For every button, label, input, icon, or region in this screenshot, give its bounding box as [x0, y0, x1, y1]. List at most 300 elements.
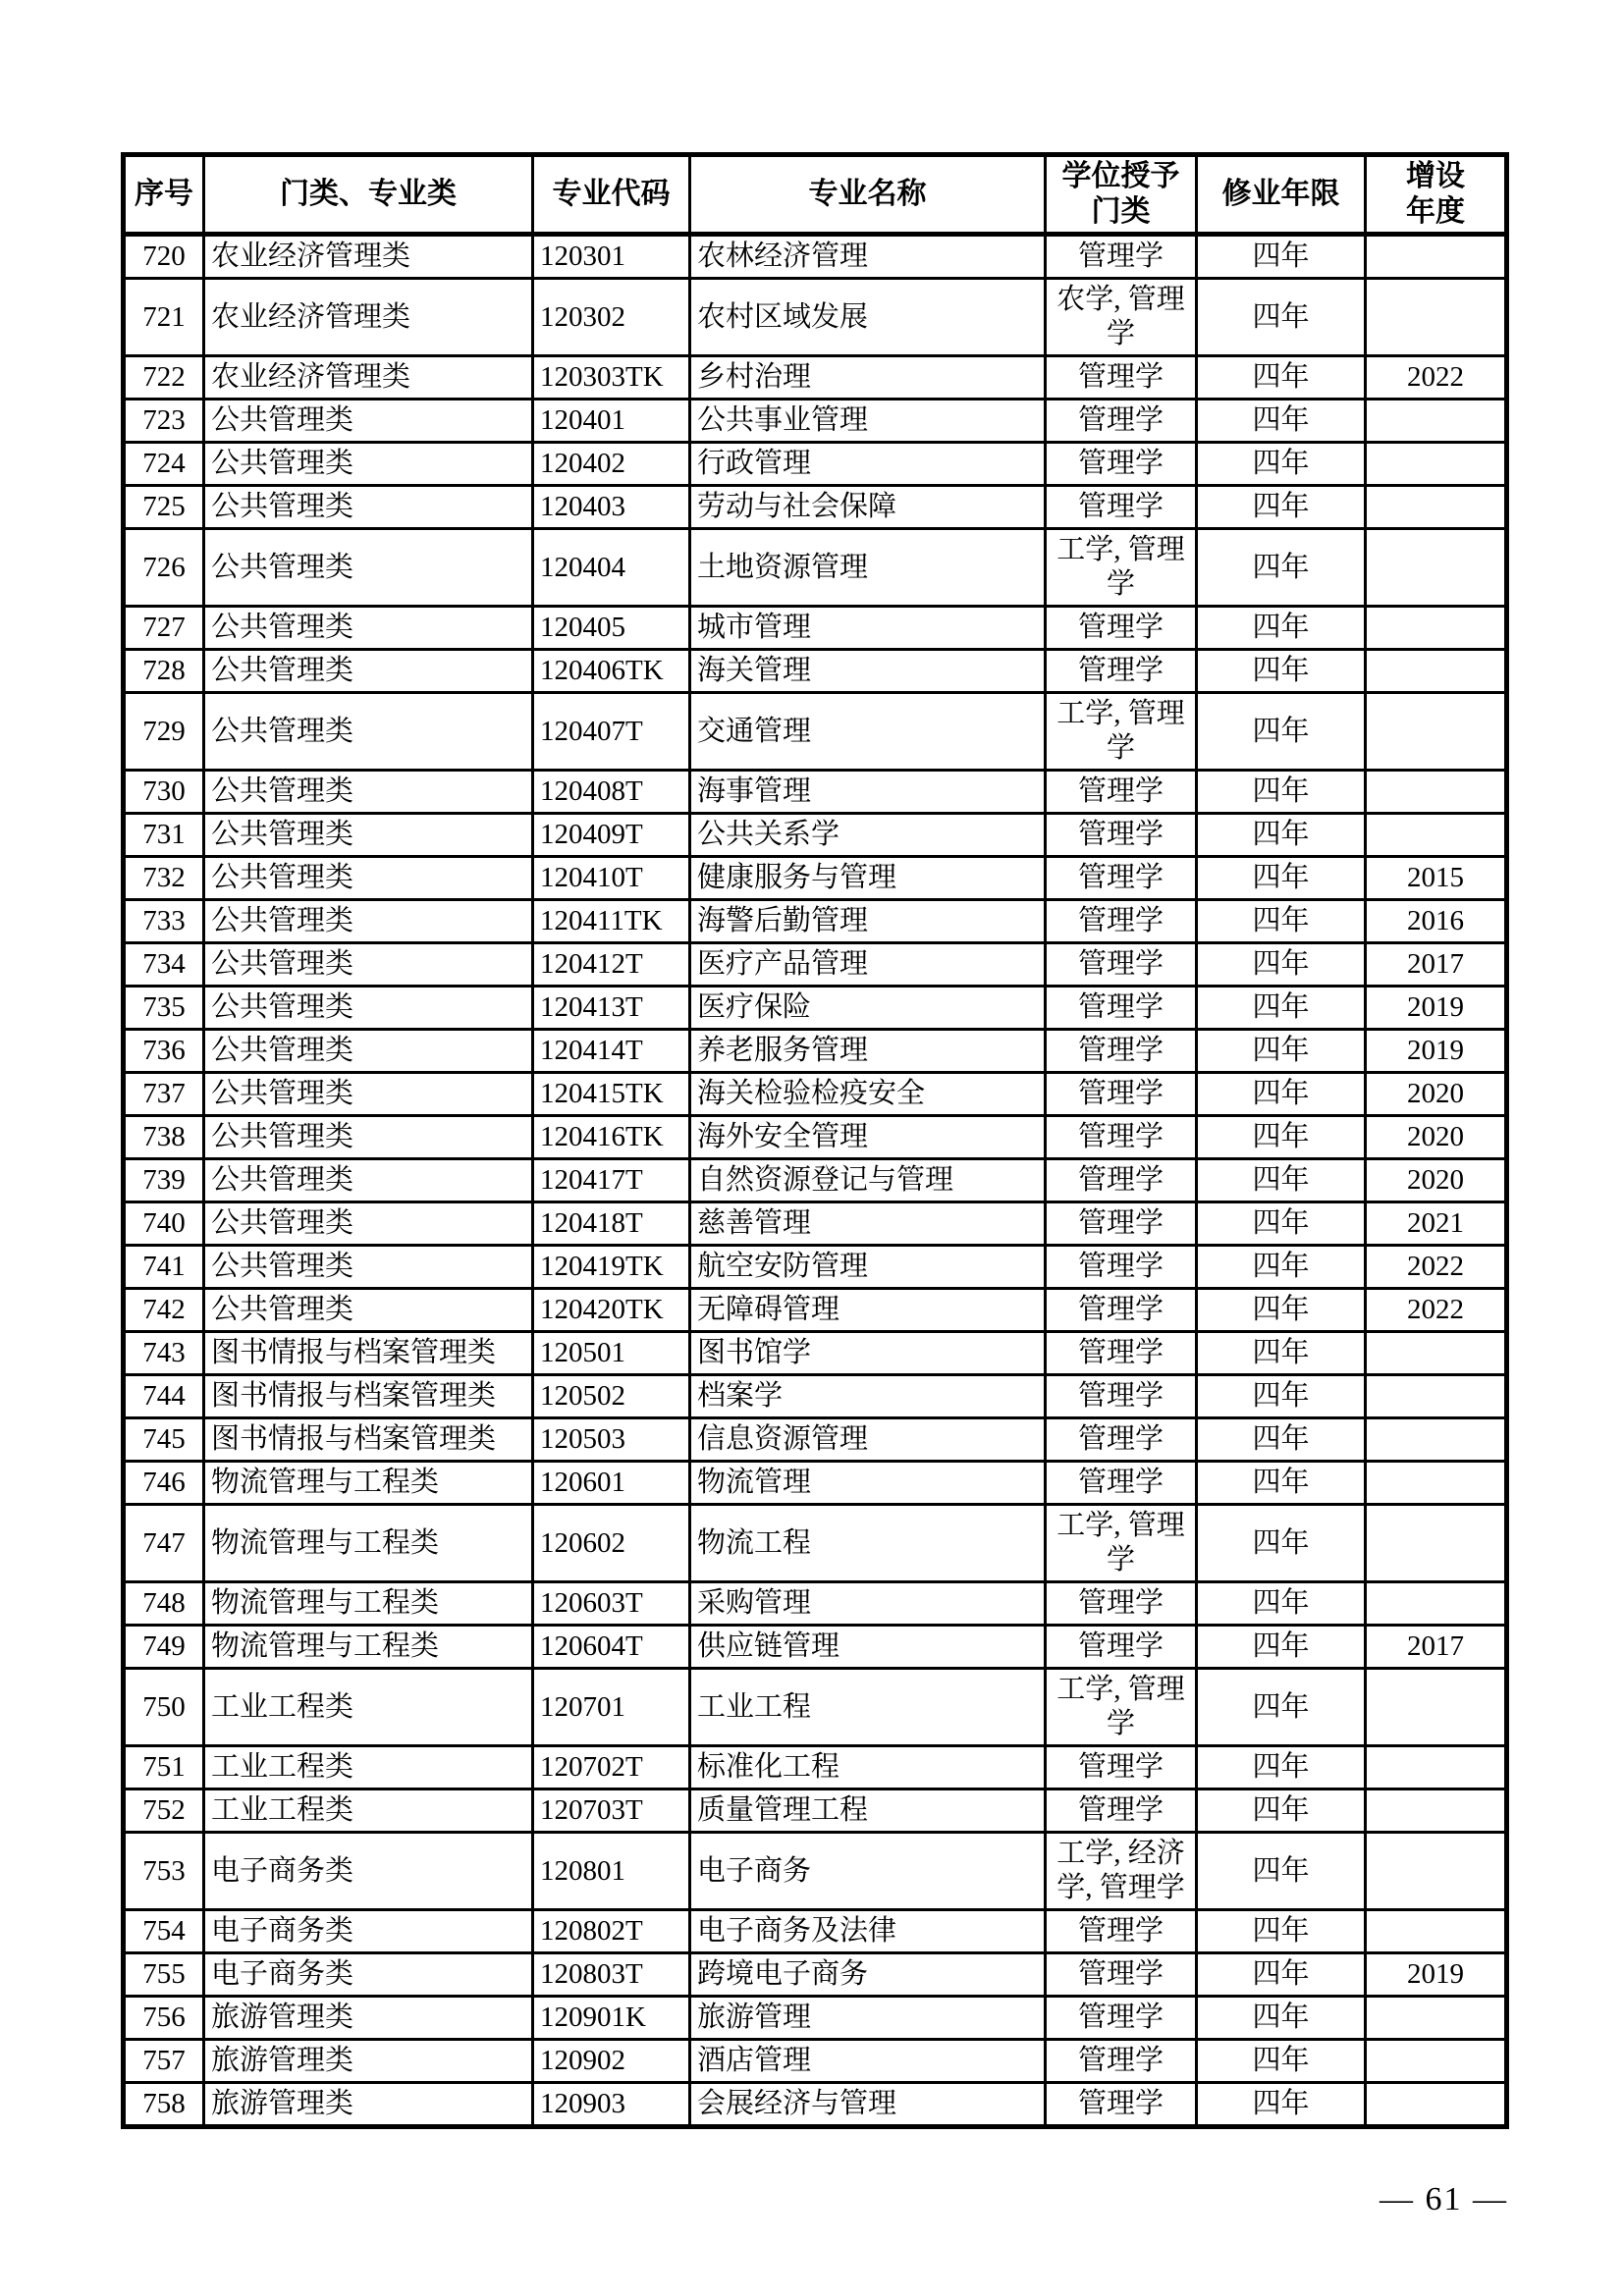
cell-code: 120302	[533, 279, 690, 356]
cell-added	[1366, 693, 1507, 771]
cell-degree: 管理学	[1046, 1953, 1197, 1997]
cell-added: 2015	[1366, 857, 1507, 900]
cell-years: 四年	[1197, 943, 1366, 987]
cell-added	[1366, 1332, 1507, 1375]
table-row	[124, 1289, 1507, 1332]
table-row	[124, 1202, 1507, 1246]
cell-name: 酒店管理	[690, 2040, 1046, 2083]
cell-name: 图书馆学	[690, 1332, 1046, 1375]
cell-degree: 管理学	[1046, 1746, 1197, 1789]
cell-added	[1366, 1833, 1507, 1910]
cell-code: 120414T	[533, 1030, 690, 1073]
cell-degree: 工学, 管理学	[1046, 1505, 1197, 1582]
column-header-years: 修业年限	[1197, 155, 1366, 235]
cell-code: 120418T	[533, 1202, 690, 1246]
cell-name: 海外安全管理	[690, 1116, 1046, 1159]
cell-degree: 管理学	[1046, 900, 1197, 943]
cell-added	[1366, 1997, 1507, 2040]
cell-category: 旅游管理类	[204, 2040, 533, 2083]
cell-code: 120303TK	[533, 356, 690, 400]
cell-category: 公共管理类	[204, 529, 533, 607]
table-row	[124, 1375, 1507, 1418]
cell-degree: 管理学	[1046, 1626, 1197, 1669]
table-row	[124, 1833, 1507, 1910]
table-row	[124, 1418, 1507, 1462]
majors-table	[121, 152, 1509, 2129]
cell-name: 标准化工程	[690, 1746, 1046, 1789]
cell-added: 2019	[1366, 987, 1507, 1030]
page-number: — 61 —	[1380, 2181, 1508, 2217]
cell-name: 跨境电子商务	[690, 1953, 1046, 1997]
cell-code: 120416TK	[533, 1116, 690, 1159]
table-row	[124, 1953, 1507, 1997]
cell-years: 四年	[1197, 1116, 1366, 1159]
cell-category: 公共管理类	[204, 943, 533, 987]
cell-code: 120412T	[533, 943, 690, 987]
table-row	[124, 529, 1507, 607]
cell-name: 医疗保险	[690, 987, 1046, 1030]
cell-code: 120701	[533, 1669, 690, 1746]
cell-degree: 管理学	[1046, 987, 1197, 1030]
cell-no: 751	[124, 1746, 204, 1789]
cell-category: 农业经济管理类	[204, 279, 533, 356]
cell-years: 四年	[1197, 1073, 1366, 1116]
cell-category: 物流管理与工程类	[204, 1505, 533, 1582]
cell-category: 公共管理类	[204, 443, 533, 486]
cell-name: 采购管理	[690, 1582, 1046, 1626]
cell-added	[1366, 235, 1507, 279]
cell-category: 旅游管理类	[204, 2083, 533, 2127]
cell-category: 工业工程类	[204, 1669, 533, 1746]
table-row	[124, 693, 1507, 771]
cell-name: 健康服务与管理	[690, 857, 1046, 900]
cell-name: 无障碍管理	[690, 1289, 1046, 1332]
cell-no: 721	[124, 279, 204, 356]
cell-code: 120419TK	[533, 1246, 690, 1289]
cell-degree: 管理学	[1046, 1332, 1197, 1375]
cell-added	[1366, 279, 1507, 356]
cell-no: 750	[124, 1669, 204, 1746]
cell-years: 四年	[1197, 1030, 1366, 1073]
cell-code: 120401	[533, 400, 690, 443]
cell-degree: 管理学	[1046, 235, 1197, 279]
cell-code: 120902	[533, 2040, 690, 2083]
cell-name: 信息资源管理	[690, 1418, 1046, 1462]
cell-code: 120604T	[533, 1626, 690, 1669]
cell-no: 745	[124, 1418, 204, 1462]
table-row	[124, 443, 1507, 486]
cell-code: 120413T	[533, 987, 690, 1030]
cell-name: 会展经济与管理	[690, 2083, 1046, 2127]
cell-code: 120702T	[533, 1746, 690, 1789]
table-row	[124, 1997, 1507, 2040]
table-row	[124, 943, 1507, 987]
cell-no: 749	[124, 1626, 204, 1669]
cell-years: 四年	[1197, 1332, 1366, 1375]
cell-degree: 管理学	[1046, 1073, 1197, 1116]
cell-category: 图书情报与档案管理类	[204, 1418, 533, 1462]
cell-years: 四年	[1197, 1669, 1366, 1746]
cell-name: 旅游管理	[690, 1997, 1046, 2040]
cell-category: 公共管理类	[204, 1030, 533, 1073]
table-row	[124, 486, 1507, 529]
cell-code: 120405	[533, 607, 690, 650]
cell-name: 物流工程	[690, 1505, 1046, 1582]
cell-category: 公共管理类	[204, 486, 533, 529]
cell-no: 735	[124, 987, 204, 1030]
cell-name: 公共事业管理	[690, 400, 1046, 443]
cell-degree: 管理学	[1046, 857, 1197, 900]
cell-degree: 管理学	[1046, 1246, 1197, 1289]
column-header-code: 专业代码	[533, 155, 690, 235]
cell-years: 四年	[1197, 443, 1366, 486]
cell-no: 747	[124, 1505, 204, 1582]
cell-years: 四年	[1197, 356, 1366, 400]
cell-years: 四年	[1197, 987, 1366, 1030]
cell-no: 733	[124, 900, 204, 943]
table-row	[124, 235, 1507, 279]
cell-name: 土地资源管理	[690, 529, 1046, 607]
cell-years: 四年	[1197, 1910, 1366, 1953]
cell-degree: 工学, 经济学, 管理学	[1046, 1833, 1197, 1910]
cell-added	[1366, 1669, 1507, 1746]
cell-category: 工业工程类	[204, 1746, 533, 1789]
cell-no: 743	[124, 1332, 204, 1375]
table-row	[124, 400, 1507, 443]
table-row	[124, 1789, 1507, 1833]
cell-degree: 管理学	[1046, 486, 1197, 529]
cell-category: 电子商务类	[204, 1953, 533, 1997]
cell-name: 行政管理	[690, 443, 1046, 486]
cell-years: 四年	[1197, 1159, 1366, 1202]
cell-degree: 管理学	[1046, 1202, 1197, 1246]
cell-category: 公共管理类	[204, 1073, 533, 1116]
cell-years: 四年	[1197, 1202, 1366, 1246]
cell-no: 754	[124, 1910, 204, 1953]
cell-category: 电子商务类	[204, 1910, 533, 1953]
cell-name: 农林经济管理	[690, 235, 1046, 279]
cell-no: 730	[124, 771, 204, 814]
cell-degree: 工学, 管理学	[1046, 529, 1197, 607]
cell-years: 四年	[1197, 814, 1366, 857]
table-row	[124, 1030, 1507, 1073]
cell-category: 公共管理类	[204, 1289, 533, 1332]
cell-added	[1366, 2083, 1507, 2127]
cell-added	[1366, 1505, 1507, 1582]
cell-code: 120802T	[533, 1910, 690, 1953]
table-row	[124, 1746, 1507, 1789]
cell-years: 四年	[1197, 2040, 1366, 2083]
cell-code: 120408T	[533, 771, 690, 814]
cell-code: 120415TK	[533, 1073, 690, 1116]
cell-category: 公共管理类	[204, 693, 533, 771]
cell-years: 四年	[1197, 857, 1366, 900]
cell-name: 养老服务管理	[690, 1030, 1046, 1073]
cell-name: 供应链管理	[690, 1626, 1046, 1669]
cell-category: 物流管理与工程类	[204, 1462, 533, 1505]
cell-years: 四年	[1197, 1505, 1366, 1582]
cell-name: 工业工程	[690, 1669, 1046, 1746]
cell-no: 755	[124, 1953, 204, 1997]
cell-added	[1366, 1746, 1507, 1789]
cell-degree: 管理学	[1046, 943, 1197, 987]
cell-category: 工业工程类	[204, 1789, 533, 1833]
table-row	[124, 1073, 1507, 1116]
table-row	[124, 356, 1507, 400]
cell-added	[1366, 1375, 1507, 1418]
table-row	[124, 987, 1507, 1030]
cell-added: 2017	[1366, 1626, 1507, 1669]
cell-years: 四年	[1197, 1289, 1366, 1332]
cell-category: 公共管理类	[204, 987, 533, 1030]
cell-added	[1366, 400, 1507, 443]
cell-added: 2022	[1366, 1289, 1507, 1332]
cell-years: 四年	[1197, 1997, 1366, 2040]
cell-category: 公共管理类	[204, 400, 533, 443]
cell-code: 120901K	[533, 1997, 690, 2040]
cell-no: 737	[124, 1073, 204, 1116]
table-row	[124, 279, 1507, 356]
table-row	[124, 814, 1507, 857]
header-row	[124, 155, 1507, 235]
cell-category: 公共管理类	[204, 1159, 533, 1202]
cell-name: 劳动与社会保障	[690, 486, 1046, 529]
table-row	[124, 857, 1507, 900]
cell-degree: 工学, 管理学	[1046, 1669, 1197, 1746]
column-header-added: 增设 年度	[1366, 155, 1507, 235]
table-row	[124, 2040, 1507, 2083]
cell-degree: 管理学	[1046, 1997, 1197, 2040]
cell-no: 753	[124, 1833, 204, 1910]
cell-code: 120417T	[533, 1159, 690, 1202]
cell-code: 120402	[533, 443, 690, 486]
cell-added	[1366, 1789, 1507, 1833]
cell-years: 四年	[1197, 1375, 1366, 1418]
cell-degree: 管理学	[1046, 1116, 1197, 1159]
cell-years: 四年	[1197, 693, 1366, 771]
cell-code: 120407T	[533, 693, 690, 771]
cell-added: 2020	[1366, 1073, 1507, 1116]
cell-degree: 管理学	[1046, 1159, 1197, 1202]
cell-code: 120420TK	[533, 1289, 690, 1332]
cell-code: 120301	[533, 235, 690, 279]
cell-no: 740	[124, 1202, 204, 1246]
cell-added	[1366, 1582, 1507, 1626]
cell-name: 乡村治理	[690, 356, 1046, 400]
cell-name: 海关检验检疫安全	[690, 1073, 1046, 1116]
cell-degree: 管理学	[1046, 771, 1197, 814]
table-row	[124, 1669, 1507, 1746]
cell-no: 752	[124, 1789, 204, 1833]
cell-category: 公共管理类	[204, 900, 533, 943]
table-row	[124, 1332, 1507, 1375]
cell-category: 公共管理类	[204, 1202, 533, 1246]
cell-years: 四年	[1197, 400, 1366, 443]
cell-code: 120501	[533, 1332, 690, 1375]
cell-no: 756	[124, 1997, 204, 2040]
cell-added: 2021	[1366, 1202, 1507, 1246]
table-row	[124, 650, 1507, 693]
cell-name: 电子商务	[690, 1833, 1046, 1910]
cell-no: 732	[124, 857, 204, 900]
cell-degree: 管理学	[1046, 1289, 1197, 1332]
cell-category: 公共管理类	[204, 607, 533, 650]
table-header	[124, 155, 1507, 235]
cell-no: 748	[124, 1582, 204, 1626]
cell-added: 2020	[1366, 1116, 1507, 1159]
cell-years: 四年	[1197, 900, 1366, 943]
cell-years: 四年	[1197, 486, 1366, 529]
cell-years: 四年	[1197, 1462, 1366, 1505]
cell-degree: 管理学	[1046, 1582, 1197, 1626]
cell-years: 四年	[1197, 1246, 1366, 1289]
cell-code: 120703T	[533, 1789, 690, 1833]
cell-no: 726	[124, 529, 204, 607]
cell-added: 2022	[1366, 1246, 1507, 1289]
cell-years: 四年	[1197, 1833, 1366, 1910]
cell-added	[1366, 607, 1507, 650]
cell-name: 档案学	[690, 1375, 1046, 1418]
cell-years: 四年	[1197, 235, 1366, 279]
table-row	[124, 771, 1507, 814]
cell-code: 120410T	[533, 857, 690, 900]
cell-no: 744	[124, 1375, 204, 1418]
cell-code: 120903	[533, 2083, 690, 2127]
column-header-category: 门类、专业类	[204, 155, 533, 235]
cell-code: 120406TK	[533, 650, 690, 693]
cell-degree: 管理学	[1046, 607, 1197, 650]
cell-category: 公共管理类	[204, 1116, 533, 1159]
cell-name: 电子商务及法律	[690, 1910, 1046, 1953]
cell-added: 2022	[1366, 356, 1507, 400]
cell-code: 120603T	[533, 1582, 690, 1626]
cell-name: 海关管理	[690, 650, 1046, 693]
cell-name: 质量管理工程	[690, 1789, 1046, 1833]
cell-code: 120411TK	[533, 900, 690, 943]
table-row	[124, 1246, 1507, 1289]
cell-no: 723	[124, 400, 204, 443]
cell-added	[1366, 1418, 1507, 1462]
cell-no: 722	[124, 356, 204, 400]
cell-degree: 管理学	[1046, 2083, 1197, 2127]
cell-degree: 管理学	[1046, 356, 1197, 400]
cell-no: 725	[124, 486, 204, 529]
cell-no: 731	[124, 814, 204, 857]
table-row	[124, 900, 1507, 943]
cell-added	[1366, 1462, 1507, 1505]
cell-category: 电子商务类	[204, 1833, 533, 1910]
cell-degree: 管理学	[1046, 650, 1197, 693]
cell-added	[1366, 771, 1507, 814]
cell-name: 交通管理	[690, 693, 1046, 771]
cell-years: 四年	[1197, 1582, 1366, 1626]
cell-code: 120409T	[533, 814, 690, 857]
cell-degree: 管理学	[1046, 400, 1197, 443]
cell-added	[1366, 814, 1507, 857]
cell-added	[1366, 443, 1507, 486]
cell-code: 120403	[533, 486, 690, 529]
cell-degree: 管理学	[1046, 443, 1197, 486]
cell-name: 农村区域发展	[690, 279, 1046, 356]
cell-years: 四年	[1197, 1746, 1366, 1789]
cell-category: 农业经济管理类	[204, 356, 533, 400]
cell-name: 海事管理	[690, 771, 1046, 814]
cell-degree: 管理学	[1046, 814, 1197, 857]
cell-no: 736	[124, 1030, 204, 1073]
cell-name: 慈善管理	[690, 1202, 1046, 1246]
cell-added: 2020	[1366, 1159, 1507, 1202]
cell-added: 2019	[1366, 1953, 1507, 1997]
cell-no: 739	[124, 1159, 204, 1202]
cell-category: 图书情报与档案管理类	[204, 1332, 533, 1375]
cell-code: 120601	[533, 1462, 690, 1505]
cell-years: 四年	[1197, 607, 1366, 650]
cell-category: 旅游管理类	[204, 1997, 533, 2040]
cell-no: 720	[124, 235, 204, 279]
cell-category: 图书情报与档案管理类	[204, 1375, 533, 1418]
cell-category: 物流管理与工程类	[204, 1626, 533, 1669]
cell-years: 四年	[1197, 771, 1366, 814]
cell-name: 公共关系学	[690, 814, 1046, 857]
cell-degree: 管理学	[1046, 2040, 1197, 2083]
cell-category: 农业经济管理类	[204, 235, 533, 279]
cell-added	[1366, 2040, 1507, 2083]
cell-degree: 管理学	[1046, 1375, 1197, 1418]
column-header-no: 序号	[124, 155, 204, 235]
cell-degree: 工学, 管理学	[1046, 693, 1197, 771]
cell-no: 727	[124, 607, 204, 650]
cell-added	[1366, 1910, 1507, 1953]
table-row	[124, 1159, 1507, 1202]
cell-category: 公共管理类	[204, 650, 533, 693]
cell-added	[1366, 486, 1507, 529]
cell-added	[1366, 650, 1507, 693]
table-row	[124, 607, 1507, 650]
cell-years: 四年	[1197, 1789, 1366, 1833]
cell-years: 四年	[1197, 1418, 1366, 1462]
table-row	[124, 1462, 1507, 1505]
cell-degree: 管理学	[1046, 1910, 1197, 1953]
cell-years: 四年	[1197, 279, 1366, 356]
cell-no: 758	[124, 2083, 204, 2127]
cell-years: 四年	[1197, 650, 1366, 693]
cell-name: 医疗产品管理	[690, 943, 1046, 987]
cell-no: 742	[124, 1289, 204, 1332]
cell-name: 海警后勤管理	[690, 900, 1046, 943]
cell-code: 120801	[533, 1833, 690, 1910]
cell-code: 120503	[533, 1418, 690, 1462]
table-row	[124, 1626, 1507, 1669]
cell-code: 120602	[533, 1505, 690, 1582]
table-row	[124, 1910, 1507, 1953]
cell-years: 四年	[1197, 1626, 1366, 1669]
table-row	[124, 1116, 1507, 1159]
cell-years: 四年	[1197, 2083, 1366, 2127]
cell-category: 公共管理类	[204, 771, 533, 814]
cell-category: 公共管理类	[204, 814, 533, 857]
cell-added: 2019	[1366, 1030, 1507, 1073]
cell-no: 757	[124, 2040, 204, 2083]
cell-years: 四年	[1197, 1953, 1366, 1997]
cell-years: 四年	[1197, 529, 1366, 607]
cell-no: 729	[124, 693, 204, 771]
cell-category: 公共管理类	[204, 857, 533, 900]
cell-degree: 管理学	[1046, 1789, 1197, 1833]
column-header-degree: 学位授予 门类	[1046, 155, 1197, 235]
cell-name: 自然资源登记与管理	[690, 1159, 1046, 1202]
cell-category: 公共管理类	[204, 1246, 533, 1289]
cell-added: 2016	[1366, 900, 1507, 943]
